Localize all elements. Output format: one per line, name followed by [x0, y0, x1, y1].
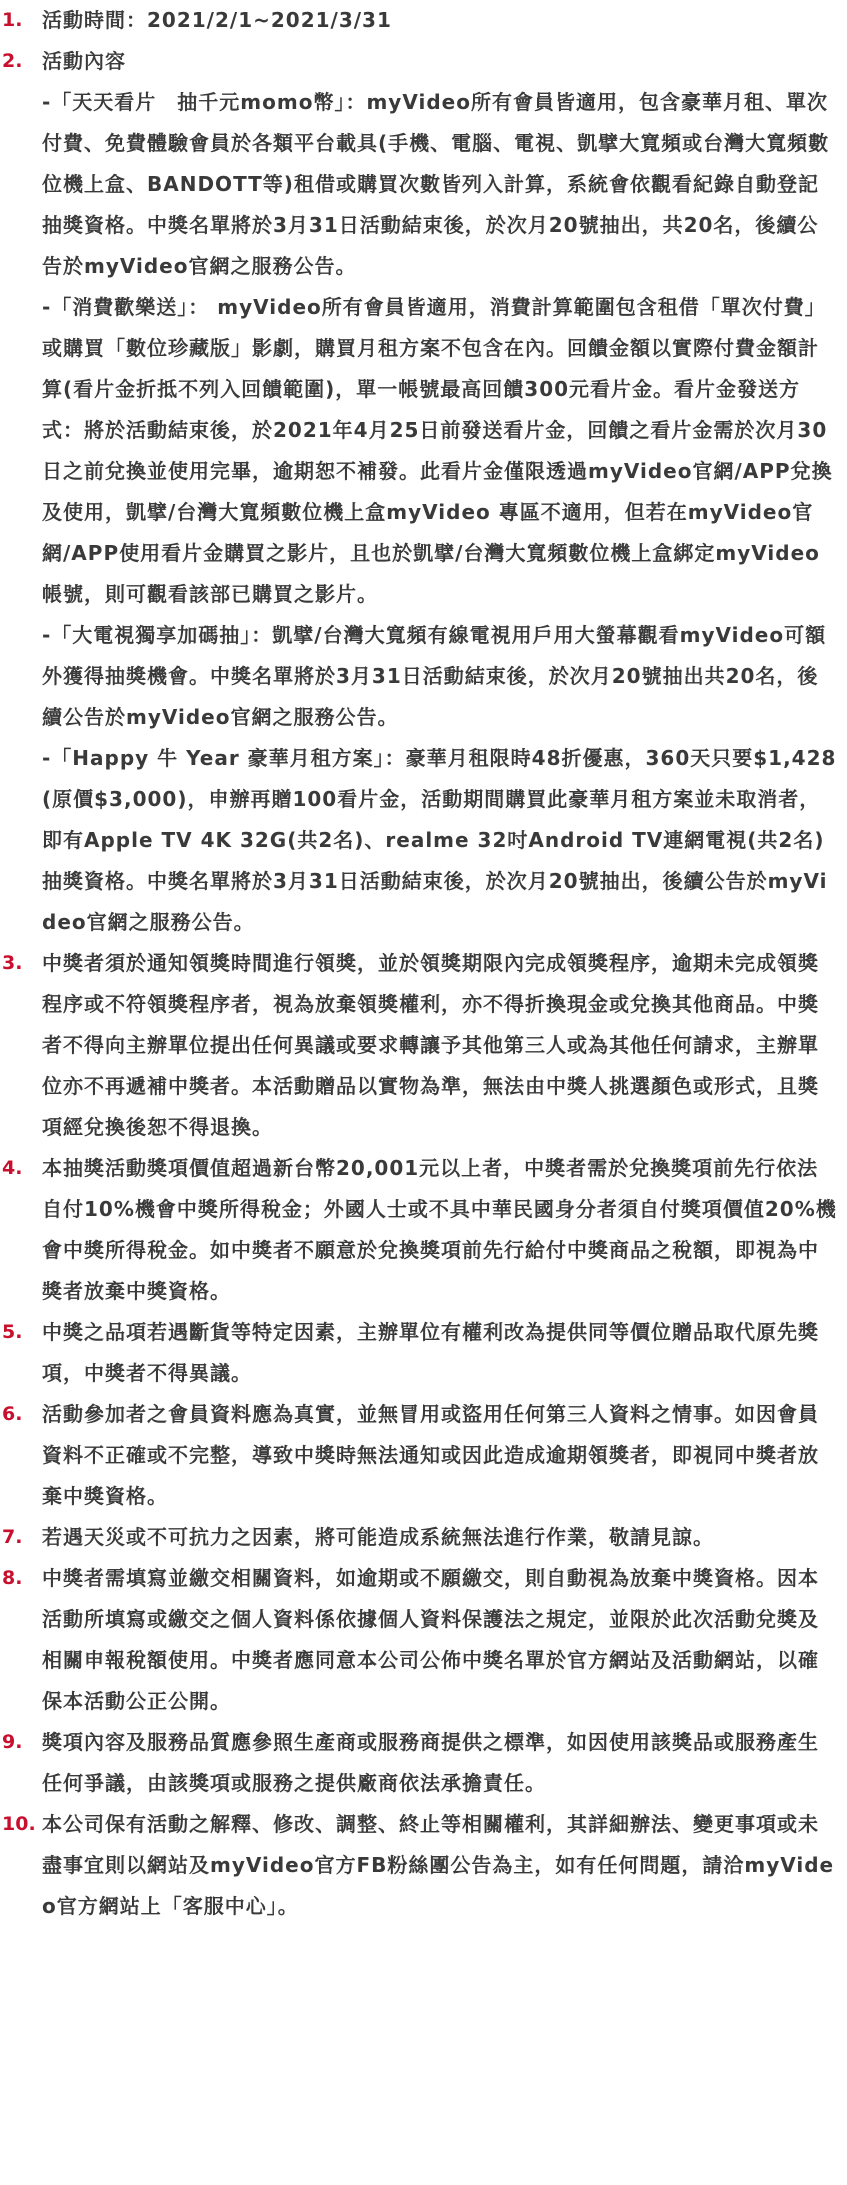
item-text: 獎項內容及服務品質應參照生產商或服務商提供之標準，如因使用該獎品或服務產生任何爭議，由該獎項或服務之提供廠商依法承擔責任。	[42, 1730, 819, 1795]
item-number: 1.	[2, 9, 23, 31]
term-item-5	[0, 1312, 847, 1394]
item-text: 中獎之品項若遇斷貨等特定因素，主辦單位有權利改為提供同等價位贈品取代原先獎項，中獎者不得異議。	[42, 1320, 819, 1385]
sub-item-happy-year-plan: -「Happy 牛 Year 豪華月租方案」：豪華月租限時48折優惠，360天只要$1,428(原價$3,000)，申辦再贈100看片金，活動期間購買此豪華月租方案並未取消者，即有Apple TV 4K 32G(共2名)、realme 32吋Android TV連網電視(共2名)抽獎資格。中獎名單將於3月31日活動結束後，於次月20號抽出，後續公告於myVideo官網之服務公告。	[42, 746, 837, 934]
item-text: 活動內容	[42, 49, 126, 73]
item-number: 7.	[2, 1526, 23, 1548]
item-text: 活動參加者之會員資料應為真實，並無冒用或盜用任何第三人資料之情事。如因會員資料不正確或不完整，導致中獎時無法通知或因此造成逾期領獎者，即視同中獎者放棄中獎資格。	[42, 1402, 819, 1508]
item-number: 4.	[2, 1157, 23, 1179]
item-number: 10.	[2, 1813, 36, 1835]
item-number: 5.	[2, 1321, 23, 1343]
item-number: 8.	[2, 1567, 23, 1589]
sub-item-big-tv-draw: -「大電視獨享加碼抽」：凱擘/台灣大寬頻有線電視用戶用大螢幕觀看myVideo可額外獲得抽獎機會。中獎名單將於3月31日活動結束後，於次月20號抽出共20名，後續公告於myVideo官網之服務公告。	[42, 623, 827, 729]
item-text: 本抽獎活動獎項價值超過新台幣20,001元以上者，中獎者需於兌換獎項前先行依法自付10%機會中獎所得稅金；外國人士或不具中華民國身分者須自付獎項價值20%機會中獎所得稅金。如中獎者不願意於兌換獎項前先行給付中獎商品之稅額，即視為中獎者放棄中獎資格。	[42, 1156, 837, 1303]
term-item-4	[0, 1148, 847, 1312]
sub-item-daily-draw: -「天天看片 抽千元momo幣」：myVideo所有會員皆適用，包含豪華月租、單次付費、免費體驗會員於各類平台載具(手機、電腦、電視、凱擘大寬頻或台灣大寬頻數位機上盒、BANDOTT等)租借或購買次數皆列入計算，系統會依觀看紀錄自動登記抽獎資格。中獎名單將於3月31日活動結束後，於次月20號抽出，共20名，後續公告於myVideo官網之服務公告。	[42, 90, 830, 278]
term-item-9	[0, 1722, 847, 1804]
term-item-2	[0, 41, 847, 943]
item-number: 2.	[2, 50, 23, 72]
term-item-10	[0, 1804, 847, 1927]
item-text: 活動時間：2021/2/1~2021/3/31	[42, 8, 392, 32]
item-number: 6.	[2, 1403, 23, 1425]
item-text: 若遇天災或不可抗力之因素，將可能造成系統無法進行作業，敬請見諒。	[42, 1525, 714, 1549]
sub-item-spending-reward: -「消費歡樂送」： myVideo所有會員皆適用，消費計算範圍包含租借「單次付費」或購買「數位珍藏版」影劇，購買月租方案不包含在內。回饋金額以實際付費金額計算(看片金折抵不列入回饋範圍)，單一帳號最高回饋300元看片金。看片金發送方式：將於活動結束後，於2021年4月25日前發送看片金，回饋之看片金需於次月30日之前兌換並使用完畢，逾期恕不補發。此看片金僅限透過myVideo官網/APP兌換及使用，凱擘/台灣大寬頻數位機上盒myVideo 專區不適用，但若在myVideo官網/APP使用看片金購買之影片，且也於凱擘/台灣大寬頻數位機上盒綁定myVideo帳號，則可觀看該部已購買之影片。	[42, 295, 833, 606]
item-text: 中獎者須於通知領獎時間進行領獎，並於領獎期限內完成領獎程序，逾期未完成領獎程序或不符領獎程序者，視為放棄領獎權利，亦不得折換現金或兌換其他商品。中獎者不得向主辦單位提出任何異議或要求轉讓予其他第三人或為其他任何請求，主辦單位亦不再遞補中獎者。本活動贈品以實物為準，無法由中獎人挑選顏色或形式，且獎項經兌換後恕不得退換。	[42, 951, 819, 1139]
item-text: 本公司保有活動之解釋、修改、調整、終止等相關權利，其詳細辦法、變更事項或未盡事宜則以網站及myVideo官方FB粉絲團公告為主，如有任何問題，請洽myVideo官方網站上「客服中心」。	[42, 1812, 835, 1918]
term-item-3	[0, 943, 847, 1148]
term-item-1	[0, 0, 847, 41]
item-text: 中獎者需填寫並繳交相關資料，如逾期或不願繳交，則自動視為放棄中獎資格。因本活動所填寫或繳交之個人資料係依據個人資料保護法之規定，並限於此次活動兌獎及相關申報稅額使用。中獎者應同意本公司公佈中獎名單於官方網站及活動網站，以確保本活動公正公開。	[42, 1566, 819, 1713]
term-item-6	[0, 1394, 847, 1517]
term-item-8	[0, 1558, 847, 1722]
item-number: 9.	[2, 1731, 23, 1753]
term-item-7	[0, 1517, 847, 1558]
item-number: 3.	[2, 952, 23, 974]
